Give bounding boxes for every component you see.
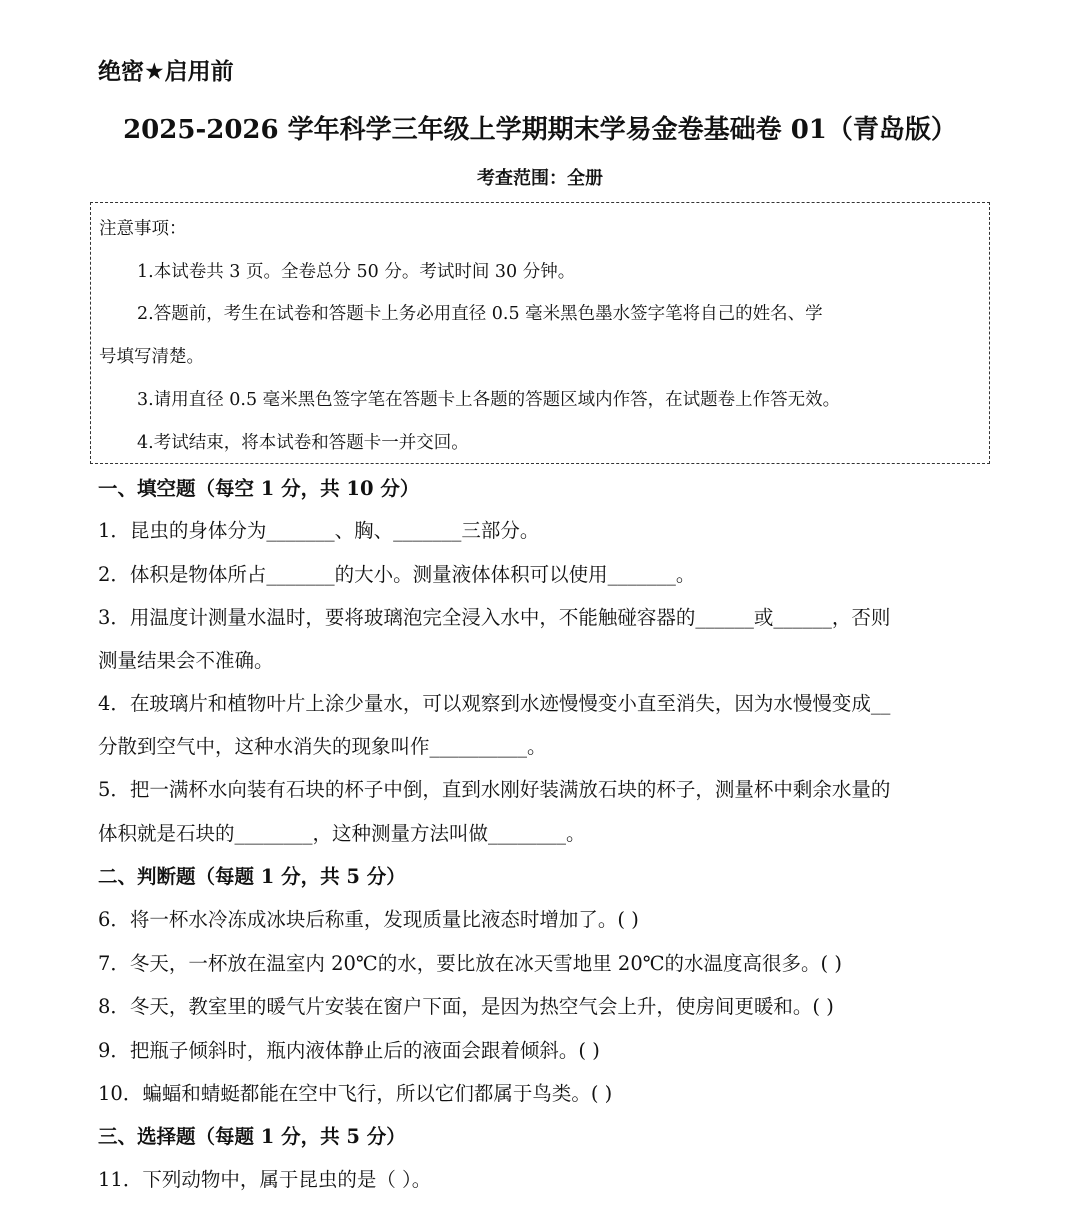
question-4-line-2: 分散到空气中，这种水消失的现象叫作__________。 [98, 735, 547, 758]
question-9: 9．把瓶子倾斜时，瓶内液体静止后的液面会跟着倾斜。( ) [98, 1039, 600, 1062]
notice-box [90, 202, 990, 464]
exam-title: 2025-2026 学年科学三年级上学期期末学易金卷基础卷 01（青岛版） [123, 115, 957, 145]
exam-scope: 考查范围：全册 [477, 168, 603, 189]
question-10: 10．蝙蝠和蜻蜓都能在空中飞行，所以它们都属于鸟类。( ) [98, 1082, 613, 1105]
secret-label: 绝密★启用前 [98, 59, 234, 85]
question-11: 11．下列动物中，属于昆虫的是（ ）。 [98, 1168, 432, 1191]
question-3-line-1: 3．用温度计测量水温时，要将玻璃泡完全浸入水中，不能触碰容器的______或______，否则 [98, 606, 891, 629]
notice-heading: 注意事项： [99, 219, 187, 239]
section-heading-true-false: 二、判断题（每题 1 分，共 5 分） [98, 865, 406, 888]
notice-item: 3.请用直径 0.5 毫米黑色签字笔在答题卡上各题的答题区域内作答，在试题卷上作答无效。 [137, 390, 841, 410]
question-3-line-2: 测量结果会不准确。 [98, 649, 274, 672]
section-heading-multiple-choice: 三、选择题（每题 1 分，共 5 分） [98, 1125, 406, 1148]
question-6: 6．将一杯水冷冻成冰块后称重，发现质量比液态时增加了。( ) [98, 908, 639, 931]
question-5-line-1: 5．把一满杯水向装有石块的杯子中倒，直到水刚好装满放石块的杯子，测量杯中剩余水量的 [98, 778, 891, 801]
question-8: 8．冬天，教室里的暖气片安装在窗户下面，是因为热空气会上升，使房间更暖和。( ) [98, 995, 834, 1018]
notice-item: 号填写清楚。 [99, 347, 204, 367]
question-2: 2．体积是物体所占_______的大小。测量液体体积可以使用_______。 [98, 563, 696, 586]
question-7: 7．冬天，一杯放在温室内 20℃的水，要比放在冰天雪地里 20℃的水温度高很多。( ) [98, 952, 842, 975]
notice-item: 1.本试卷共 3 页。全卷总分 50 分。考试时间 30 分钟。 [137, 262, 576, 282]
notice-item: 4.考试结束，将本试卷和答题卡一并交回。 [137, 433, 469, 453]
notice-item: 2.答题前，考生在试卷和答题卡上务必用直径 0.5 毫米黑色墨水签字笔将自己的姓名、学 [137, 304, 823, 324]
question-4-line-1: 4．在玻璃片和植物叶片上涂少量水，可以观察到水迹慢慢变小直至消失，因为水慢慢变成__ [98, 692, 891, 715]
question-1: 1．昆虫的身体分为_______、胸、_______三部分。 [98, 519, 540, 542]
question-5-line-2: 体积就是石块的________，这种测量方法叫做________。 [98, 822, 586, 845]
section-heading-fill-in: 一、填空题（每空 1 分，共 10 分） [98, 477, 420, 500]
